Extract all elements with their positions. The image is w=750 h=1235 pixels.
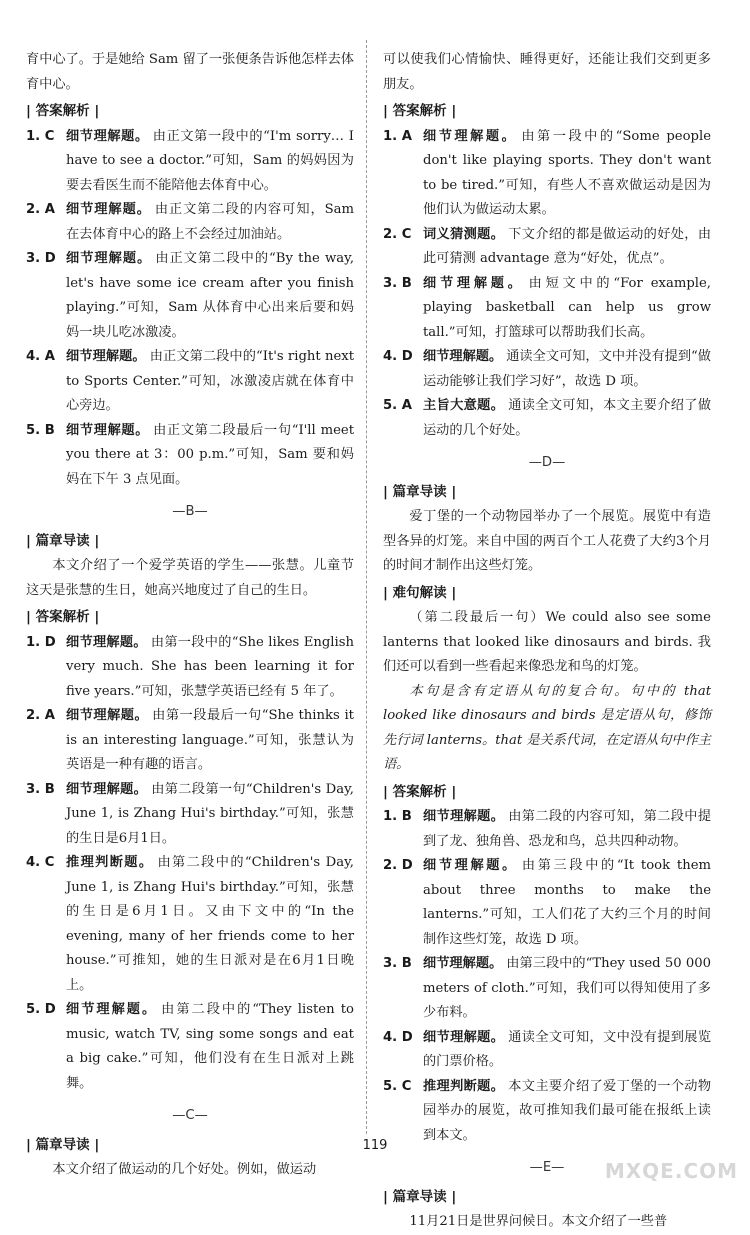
answer-analysis-header: | 答案解析 | (26, 103, 100, 119)
answer-item: 5. C 推理判断题。 本文主要介绍了爱丁堡的一个动物园举办的展览，故可推知我们最可能在报纸上读到本文。 (383, 1078, 712, 1143)
answer-item: 5. B 细节理解题。 由正文第二段最后一句“I'll meet you there at 3：00 p.m.”可知，Sam 要和妈妈在下午 3 点见面。 (26, 422, 354, 487)
watermark-logo: MXQE.COM (604, 1159, 738, 1183)
answer-item: 4. A 细节理解题。 由正文第二段中的“It's right next to Sports Center.”可知，冰激凌店就在体育中心旁边。 (26, 349, 355, 413)
answer-item: 2. D 细节理解题。 由第三段中的“It took them about three months to make the lanterns.”可知，工人们花了大约三个月的时间制作这些灯笼，故选 D 项。 (383, 858, 712, 947)
chapter-guide-header: | 篇章导读 | (383, 483, 457, 500)
answer-item: 2. C 词义猜测题。 下文介绍的都是做运动的好处，由此可猜测 advantage 意为“好处，优点”。 (383, 226, 712, 266)
answer-item: 3. B 细节理解题。 由短文中的“For example, playing basketball can help us grow tall.”可知，打篮球可以帮助我们长高。 (383, 275, 711, 340)
chapter-guide-header: | 篇章导读 | (383, 1188, 457, 1205)
chapter-guide-text: 爱丁堡的一个动物园举办了一个展览。展览中有造型各异的灯笼。来自中国的两百个工人花费了大约3个月的时间才制作出这些灯笼。 (383, 509, 711, 573)
answer-item: 2. A 细节理解题。 由第一段最后一句“She thinks it is an interesting language.”可知，张慧认为英语是一种有趣的语言。 (26, 708, 354, 772)
column-divider (366, 40, 367, 1134)
section-marker-c: —C— (172, 1108, 208, 1123)
answer-item: 4. C 推理判断题。 由第二段中的“Children's Day, June 1, is Zhang Hui's birthday.”可知，张慧的生日是6月1日。又由下文中的“In the evening, many of her friends come to her house.”可推知，她的生日派对是在6月1日晚上。 (26, 855, 355, 993)
page-number: 119 (362, 1138, 388, 1153)
answer-item: 4. D 细节理解题。 通读全文可知，文中没有提到展览的门票价格。 (383, 1029, 712, 1069)
chapter-guide-text: 本文介绍了一个爱学英语的学生——张慧。儿童节这天是张慧的生日，她高兴地度过了自己的生日。 (26, 558, 354, 598)
answer-analysis-header: | 答案解析 | (383, 103, 457, 119)
answer-item: 5. A 主旨大意题。 通读全文可知，本文主要介绍了做运动的几个好处。 (383, 398, 712, 438)
answer-item: 4. D 细节理解题。 通读全文可知，文中并没有提到“做运动能够让我们学习好”，故选 D 项。 (383, 349, 711, 389)
continued-text: 育中心了。于是她给 Sam 留了一张便条告诉他怎样去体育中心。 (26, 52, 354, 92)
answer-item: 1. D 细节理解题。 由第一段中的“She likes English very much. She has been learning it for five years.”可知，张慧学英语已经有 5 年了。 (26, 634, 355, 699)
answer-item: 1. A 细节理解题。 由第一段中的“Some people don't like playing sports. They don't want to be tired.”可知，有些人不喜欢做运动是因为他们认为做运动太累。 (383, 128, 712, 217)
chapter-guide-text: 11月21日是世界问候日。本文介绍了一些普 (409, 1214, 668, 1229)
answer-item: 2. A 细节理解题。 由正文第二段的内容可知，Sam 在去体育中心的路上不会经过加油站。 (26, 202, 355, 242)
answer-item: 1. C 细节理解题。 由正文第一段中的“I'm sorry… I have to see a doctor.”可知，Sam 的妈妈因为要去看医生而不能陪他去体育中心。 (26, 128, 354, 193)
section-marker-b: —B— (172, 504, 208, 519)
difficult-sentence-header: | 难句解读 | (383, 584, 457, 601)
right-column (383, 48, 711, 1235)
difficult-sentence-explanation: 本句是含有定语从句的复合句。句中的 that looked like dinosaurs and birds 是定语从句，修饰先行词 lanterns。that 是关系代词，在定语从句中作主语。 (383, 683, 711, 772)
chapter-guide-text: 本文介绍了做运动的几个好处。例如，做运动 (52, 1162, 317, 1177)
answer-list-c (383, 125, 711, 444)
section-marker-e: —E— (529, 1160, 565, 1175)
answer-item: 1. B 细节理解题。 由第二段的内容可知，第二段中提到了龙、独角兽、恐龙和鸟，总共四种动物。 (383, 809, 712, 849)
left-column (26, 48, 354, 1183)
answer-item: 3. B 细节理解题。 由第二段第一句“Children's Day, June 1, is Zhang Hui's birthday.”可知，张慧的生日是6月1日。 (26, 781, 354, 846)
continued-text: 可以使我们心情愉快、睡得更好，还能让我们交到更多朋友。 (383, 52, 711, 92)
answer-item: 3. B 细节理解题。 由第三段中的“They used 50 000 meters of cloth.”可知，我们可以得知使用了多少布料。 (383, 956, 711, 1020)
answer-item: 5. D 细节理解题。 由第二段中的“They listen to music, watch TV, sing some songs and eat a big cake.”可知，他们没有在生日派对上跳舞。 (26, 1002, 354, 1091)
answer-list-d (383, 805, 711, 1148)
chapter-guide-header: | 篇章导读 | (26, 532, 100, 549)
answer-list-b (26, 631, 354, 1097)
answer-list-a (26, 125, 354, 493)
chapter-guide-header: | 篇章导读 | (26, 1136, 100, 1153)
section-marker-d: —D— (528, 455, 566, 470)
answer-analysis-header: | 答案解析 | (26, 609, 100, 625)
answer-analysis-header: | 答案解析 | (383, 783, 457, 800)
answer-item: 3. D 细节理解题。 由正文第二段中的“By the way, let's have some ice cream after you finish playing.”可知，Sam 从体育中心出来后要和妈妈一块儿吃冰激凌。 (26, 251, 355, 340)
difficult-sentence: （第二段最后一句）We could also see some lanterns that looked like dinosaurs and birds. 我们还可以看到一些看起来像恐龙和鸟的灯笼。 (383, 610, 711, 674)
